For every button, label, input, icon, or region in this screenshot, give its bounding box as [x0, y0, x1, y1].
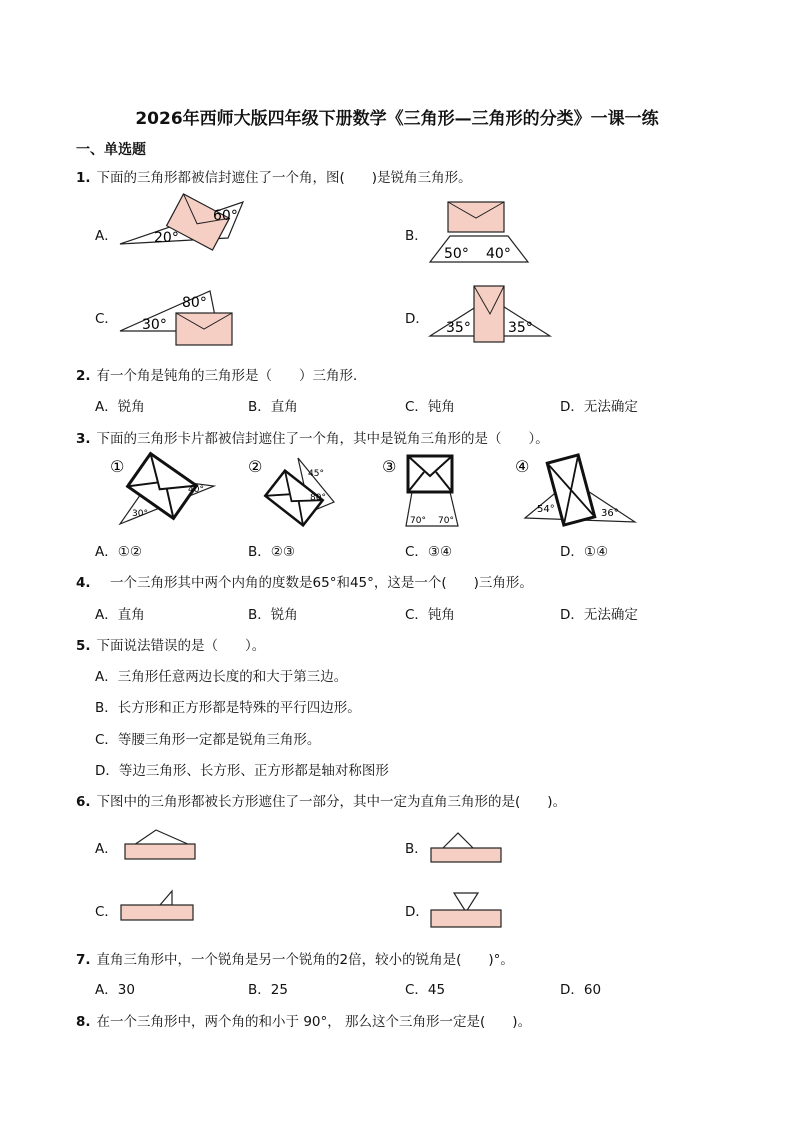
q2-option-b[interactable]: B．直角	[248, 399, 298, 415]
q4-option-c[interactable]: C．钝角	[405, 607, 455, 623]
q2-option-d[interactable]: D．无法确定	[560, 399, 638, 415]
q1-figure-b	[428, 198, 538, 268]
question-1	[76, 166, 472, 186]
q4-number: 4.	[76, 575, 91, 591]
question-3	[76, 427, 549, 447]
q3-fig1-label: ①	[110, 457, 125, 476]
q3-option-d[interactable]: D．①④	[560, 544, 609, 560]
q6-figure-d	[430, 890, 505, 930]
q6-number: 6.	[76, 794, 91, 810]
q6-option-d[interactable]: D．	[405, 904, 429, 920]
q6-option-a[interactable]: A．	[95, 841, 118, 857]
q7-option-a[interactable]: A．30	[95, 982, 135, 998]
q1-figure-d	[428, 282, 553, 347]
q7-option-d[interactable]: D．60	[560, 982, 602, 998]
q2-option-a[interactable]: A．锐角	[95, 399, 145, 415]
q3-fig4-angle-b: 36°	[601, 508, 619, 519]
q3-fig3-label: ③	[382, 457, 397, 476]
q1d-angle-1: 35°	[446, 320, 471, 336]
q3-figure-1	[110, 452, 220, 532]
q1b-angle-1: 50°	[444, 246, 469, 262]
q6-figure-c	[120, 887, 195, 922]
q3-option-c[interactable]: C．③④	[405, 544, 453, 560]
q4-text: 一个三角形其中两个内角的度数是65°和45°，这是一个( )三角形。	[96, 575, 533, 591]
q1-option-a[interactable]: A．	[95, 228, 118, 244]
q7-text: 直角三角形中，一个锐角是另一个锐角的2倍，较小的锐角是( )°。	[96, 952, 514, 968]
q3-option-a[interactable]: A．①②	[95, 544, 142, 560]
q3-number: 3.	[76, 431, 91, 447]
q6-text: 下图中的三角形都被长方形遮住了一部分，其中一定为直角三角形的是( )。	[96, 794, 567, 810]
question-4	[76, 571, 533, 591]
q3-text: 下面的三角形卡片都被信封遮住了一个角，其中是锐角三角形的是（ ）。	[96, 431, 549, 447]
q1a-angle-1: 20°	[154, 230, 179, 246]
q1a-angle-2: 60°	[213, 208, 238, 224]
q6-option-b[interactable]: B．	[405, 841, 428, 857]
q3-fig1-angle-a: 40°	[188, 485, 204, 495]
question-6	[76, 790, 566, 810]
q4-option-b[interactable]: B．锐角	[248, 607, 298, 623]
page-title: 2026年西师大版四年级下册数学《三角形—三角形的分类》一课一练	[135, 109, 659, 129]
q1-figure-a	[118, 198, 248, 268]
q6-figure-a	[124, 827, 199, 862]
q6-option-c[interactable]: C．	[95, 904, 118, 920]
q5-option-c[interactable]: C．等腰三角形一定都是锐角三角形。	[95, 732, 321, 748]
q3-figure-2	[248, 452, 348, 532]
q1-option-c[interactable]: C．	[95, 311, 118, 327]
section-heading: 一、单选题	[76, 142, 146, 158]
q1-option-b[interactable]: B．	[405, 228, 428, 244]
q5-number: 5.	[76, 638, 91, 654]
q3-fig2-angle-b: 80°	[310, 493, 326, 503]
q7-number: 7.	[76, 952, 91, 968]
q3-figure-3	[382, 452, 472, 532]
q3-fig4-label: ④	[515, 457, 530, 476]
q3-fig2-angle-a: 45°	[308, 469, 324, 479]
question-8	[76, 1010, 531, 1030]
q3-option-b[interactable]: B．②③	[248, 544, 295, 560]
q1c-angle-1: 30°	[142, 317, 167, 333]
q1d-angle-2: 35°	[508, 320, 533, 336]
q5-option-a[interactable]: A．三角形任意两边长度的和大于第三边。	[95, 669, 348, 685]
q7-option-b[interactable]: B．25	[248, 982, 288, 998]
q6-figure-b	[430, 829, 505, 864]
q7-option-c[interactable]: C．45	[405, 982, 446, 998]
q5-option-d[interactable]: D．等边三角形、长方形、正方形都是轴对称图形	[95, 763, 389, 779]
q1-figure-c	[118, 285, 243, 350]
q8-number: 8.	[76, 1014, 91, 1030]
q2-number: 2.	[76, 368, 91, 384]
q4-option-d[interactable]: D．无法确定	[560, 607, 638, 623]
q1-number: 1.	[76, 170, 91, 186]
q3-fig3-angle-b: 70°	[438, 516, 454, 526]
q1-option-d[interactable]: D．	[405, 311, 429, 327]
q3-fig4-angle-a: 54°	[537, 504, 555, 515]
question-5	[76, 634, 265, 654]
question-7	[76, 948, 514, 968]
q5-option-b[interactable]: B．长方形和正方形都是特殊的平行四边形。	[95, 700, 361, 716]
q4-option-a[interactable]: A．直角	[95, 607, 145, 623]
q1-text: 下面的三角形都被信封遮住了一个角，图( )是锐角三角形。	[96, 170, 472, 186]
q1c-angle-2: 80°	[182, 295, 207, 311]
q3-fig2-label: ②	[248, 457, 263, 476]
q2-option-c[interactable]: C．钝角	[405, 399, 455, 415]
q5-text: 下面说法错误的是（ ）。	[96, 638, 266, 654]
q1b-angle-2: 40°	[486, 246, 511, 262]
q8-text: 在一个三角形中，两个角的和小于 90°， 那么这个三角形一定是( )。	[96, 1014, 532, 1030]
question-2	[76, 364, 367, 384]
q2-text: 有一个角是钝角的三角形是（ ）三角形．	[96, 368, 367, 384]
q3-figure-4	[515, 452, 640, 532]
q3-fig3-angle-a: 70°	[410, 516, 426, 526]
q3-fig1-angle-b: 30°	[132, 509, 148, 519]
